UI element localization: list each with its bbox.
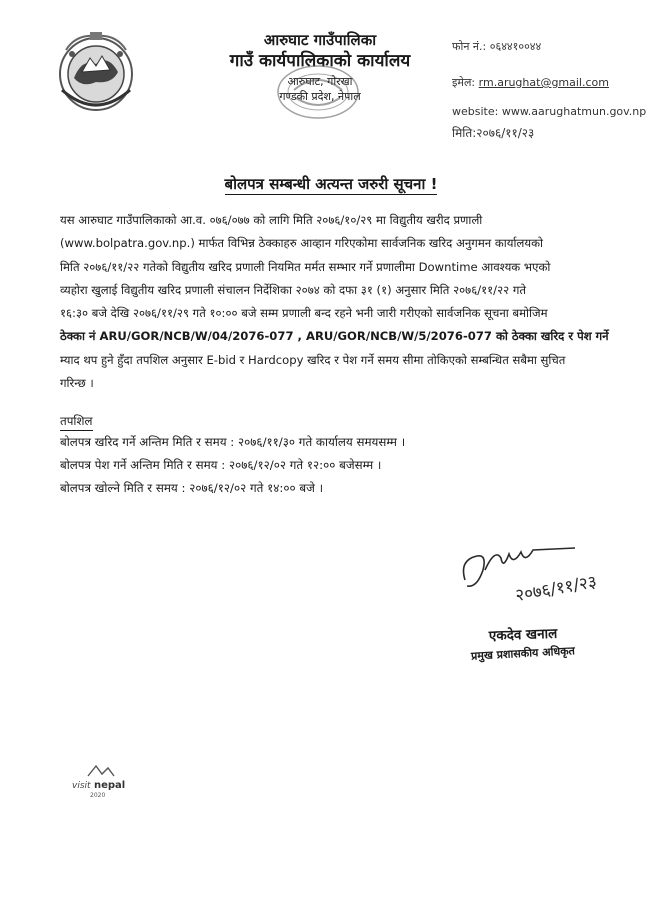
- body-line-text: गरिन्छ ।: [60, 376, 94, 391]
- body-line: [60, 349, 616, 372]
- date-label: मिति:: [452, 126, 477, 140]
- body-line: [60, 209, 616, 232]
- body-line-text: म्याद थप हुने हुँदा तपशिल अनुसार E-bid र Hardcopy खरिद र पेश गर्ने समय सीमा तोकिएको सम्बन्धित सबैमा सुचित: [60, 352, 566, 367]
- svg-text:2020: 2020: [90, 792, 106, 799]
- body-line-text: मिति २०७६/११/२२ गतेको विद्युतीय खरिद प्रणाली नियमित मर्मत सम्भार गर्ने प्रणालीमा Downtime आवश्यक भएको: [60, 259, 551, 274]
- handwritten-date: २०७६/११/२३: [513, 572, 599, 607]
- body-line-text: व्यहोरा खुलाई विद्युतीय खरिद प्रणाली संचालन निर्देशिका २०७४ को दफा ३१ (१) अनुसार मिति २०७६/११/२२ गते: [60, 282, 526, 297]
- issue-date-line: [452, 126, 534, 140]
- body-line: [60, 256, 616, 279]
- office-province: गण्डकी प्रदेश, नेपाल: [279, 90, 361, 103]
- email-label: इमेल:: [452, 76, 476, 89]
- phone-label: फोन नं.:: [452, 40, 487, 53]
- signer-name: एकदेव खनाल: [488, 625, 558, 645]
- detail-row-opening: बोलपत्र खोल्ने मिति र समय : २०७६/१२/०२ गते १४:०० बजे ।: [60, 481, 324, 495]
- handwritten-signature: [455, 540, 625, 620]
- detail-row-purchase: बोलपत्र खरिद गर्ने अन्तिम मिति र समय : २०७६/११/३० गते कार्यालय समयसम्म ।: [60, 435, 406, 449]
- signer-block: [448, 625, 598, 661]
- date-value: २०७६/११/२३: [476, 126, 535, 140]
- details-section: [60, 413, 405, 500]
- details-title: तपशिल: [60, 413, 93, 431]
- email-link[interactable]: rm.arughat@gmail.com: [478, 76, 609, 89]
- body-line-text: यस आरुघाट गाउँपालिकाको आ.व. ०७६/०७७ को लागि मिति २०७६/१०/२९ मा विद्युतीय खरीद प्रणाली: [60, 213, 483, 227]
- office-name: गाउँ कार्यपालिकाको कार्यालय: [229, 51, 411, 71]
- notice-body: [60, 209, 616, 395]
- svg-text:nepal: nepal: [94, 780, 126, 791]
- email-line: [452, 76, 609, 90]
- website-link[interactable]: www.aarughatmun.gov.np: [501, 105, 647, 118]
- office-stamp-icon: [272, 62, 364, 122]
- body-line: [60, 232, 616, 255]
- notice-title: बोलपत्र सम्बन्धी अत्यन्त जरुरी सूचना !: [224, 175, 438, 193]
- municipality-name: आरुघाट गाउँपालिका: [263, 31, 377, 49]
- signer-designation: प्रमुख प्रशासकीय अधिकृत: [470, 644, 576, 663]
- body-line: [60, 302, 616, 325]
- visit-nepal-logo-icon: [68, 762, 138, 802]
- website-line: [452, 105, 646, 119]
- body-line-text: ठेक्का नं ARU/GOR/NCB/W/04/2076-077 , ARU/GOR/NCB/W/5/2076-077 को ठेक्का खरिद र पेश गर्ने: [60, 329, 609, 344]
- detail-row-submission: बोलपत्र पेश गर्ने अन्तिम मिति र समय : २०७६/१२/०२ गते १२:०० बजेसम्म ।: [60, 458, 382, 472]
- office-address: आरुघाट, गोरखा: [287, 75, 353, 88]
- notice-heading: [0, 174, 662, 194]
- svg-text:visit: visit: [72, 781, 91, 791]
- body-line: [60, 372, 616, 395]
- phone-line: [452, 40, 541, 54]
- website-label: website:: [452, 105, 499, 118]
- body-line: [60, 325, 616, 348]
- phone-value: ०६४४१००४४: [489, 40, 542, 53]
- body-line-text: १६:३० बजे देखि २०७६/११/२९ गते १०:०० बजे सम्म प्रणाली बन्द रहने भनी जारी गरीएको सार्वजनिक सूचना बमोजिम: [60, 306, 548, 321]
- body-line: [60, 279, 616, 302]
- nepal-emblem-icon: [52, 28, 140, 118]
- body-line-text: (www.bolpatra.gov.np.) मार्फत विभिन्न ठेक्काहरु आव्हान गरिएकोमा सार्वजनिक खरिद अनुगमन कार्यालयको: [60, 236, 544, 251]
